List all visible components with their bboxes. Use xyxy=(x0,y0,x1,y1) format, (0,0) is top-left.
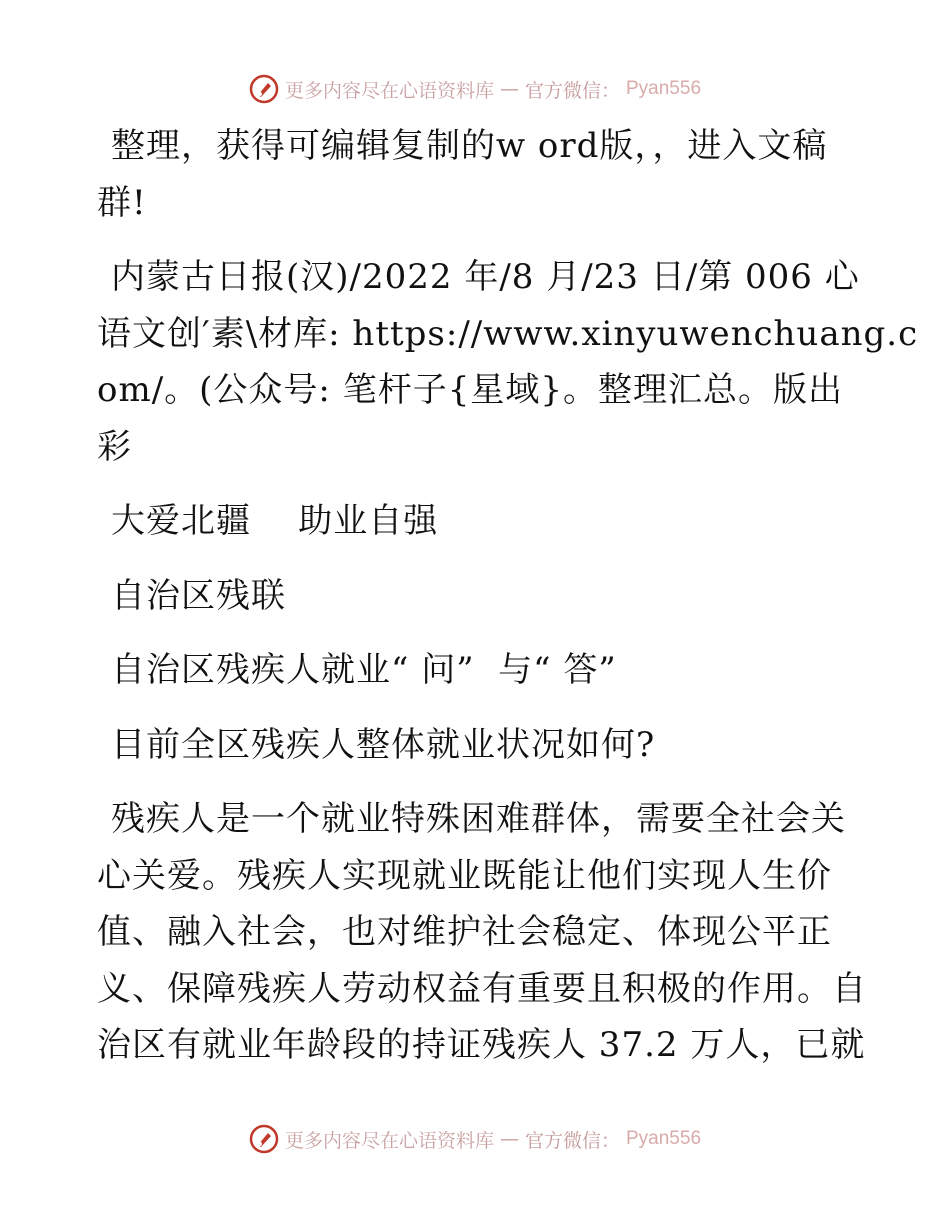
banner-site-text: 更多内容尽在心语资料库 xyxy=(284,79,494,102)
text-line: 群! xyxy=(97,182,147,223)
text-line: 彩 xyxy=(97,426,132,467)
text-line: 值、融入社会，也对维护社会稳定、体现公平正 xyxy=(97,912,832,952)
banner-site-text: 更多内容尽在心语资料库 xyxy=(284,1129,494,1152)
text-line: 内蒙古日报(汉)/2022 年/8 月/23 日/第 006 心 xyxy=(111,257,860,297)
document-body xyxy=(97,118,919,1074)
headline: 大爱北疆 助业自强 xyxy=(111,501,439,541)
banner-wechat-id: Pyan556 xyxy=(626,1128,702,1149)
text-line: 心关爱。残疾人实现就业既能让他们实现人生价 xyxy=(97,855,832,896)
subtitle: 自治区残疾人就业“ 问” 与“ 答” xyxy=(111,650,617,690)
banner-wechat-label: 官方微信： xyxy=(524,1129,620,1152)
banner-dash: — xyxy=(499,1128,519,1150)
text-line: 义、保障残疾人劳动权益有重要且积极的作用。自 xyxy=(97,968,867,1009)
pen-nib-logo-icon xyxy=(249,74,279,104)
text-line: 语文创′素\材库: https://www.xinyuwenchuang.c xyxy=(97,313,919,354)
text-line: om/。(公众号: 笔杆子{星域}。整理汇总。版出 xyxy=(97,370,843,410)
footer-banner xyxy=(0,1124,950,1154)
pen-nib-logo-icon xyxy=(249,1124,279,1154)
answer-paragraph xyxy=(97,791,867,1074)
banner-wechat-id: Pyan556 xyxy=(626,78,702,99)
byline: 自治区残联 xyxy=(111,575,286,616)
source-paragraph xyxy=(97,249,919,475)
text-line: 残疾人是一个就业特殊困难群体，需要全社会关 xyxy=(111,799,846,839)
question: 目前全区残疾人整体就业状况如何? xyxy=(111,724,656,765)
banner-wechat-label: 官方微信： xyxy=(524,79,620,102)
text-line: 整理，获得可编辑复制的w ord版，，进入文稿 xyxy=(111,126,828,166)
intro-paragraph xyxy=(97,118,857,231)
banner-dash: — xyxy=(499,78,519,100)
text-line: 治区有就业年龄段的持证残疾人 37.2 万人，已就 xyxy=(97,1025,866,1065)
header-banner xyxy=(0,74,950,104)
